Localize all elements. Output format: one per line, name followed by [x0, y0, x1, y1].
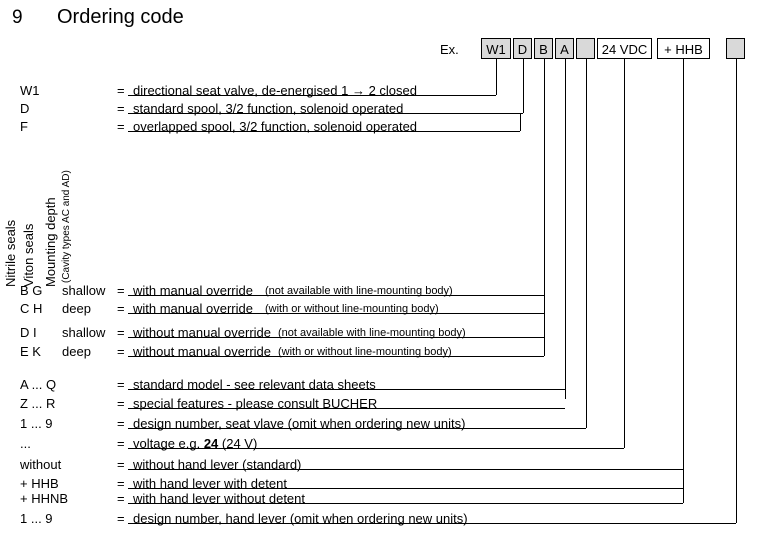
row-eq-hhb: = — [117, 476, 125, 491]
row-eq-f: = — [117, 119, 125, 134]
row-text-design-seat: design number, seat vlave (omit when ordering new units) — [133, 416, 466, 431]
row-text-hhnb: with hand lever without detent — [133, 491, 305, 506]
connector-vline-lever — [683, 59, 684, 503]
connector-vline-voltage — [624, 59, 625, 448]
row-eq-w1: = — [117, 83, 125, 98]
vertical-label-cavity-types: (Cavity types AC and AD) — [61, 170, 72, 283]
vertical-label-nitrile-seals: Nitrile seals — [3, 219, 18, 287]
row-note-bg: (not available with line-mounting body) — [265, 285, 453, 297]
row-text-f: overlapped spool, 3/2 function, solenoid operated — [133, 119, 418, 134]
connector-vline-spool — [523, 59, 524, 113]
row-key-aq: A ... Q — [20, 377, 57, 392]
connector-vline-seals — [544, 59, 545, 356]
row-eq-hhnb: = — [117, 491, 125, 506]
code-box-lever-design — [726, 38, 745, 59]
row-key-without: without — [20, 457, 62, 472]
row-eq-zr: = — [117, 396, 125, 411]
row-depth-bg: shallow — [62, 283, 106, 298]
row-eq-ek: = — [117, 344, 125, 359]
row-eq-aq: = — [117, 377, 125, 392]
row-eq-di: = — [117, 325, 125, 340]
connector-vline-f — [520, 113, 521, 131]
row-key-w1: W1 — [20, 83, 40, 98]
row-key-d: D — [20, 101, 30, 116]
connector-vline-model — [565, 59, 566, 399]
code-box-seal-override: B — [534, 38, 553, 59]
row-key-di: D I — [20, 325, 37, 340]
row-key-design-lever: 1 ... 9 — [20, 511, 53, 526]
row-text-di: without manual override — [133, 325, 272, 340]
row-key-zr: Z ... R — [20, 396, 56, 411]
row-depth-di: shallow — [62, 325, 106, 340]
row-text-d: standard spool, 3/2 function, solenoid operated — [133, 101, 404, 116]
row-note-di: (not available with line-mounting body) — [278, 327, 466, 339]
row-key-hhb: + HHB — [20, 476, 59, 491]
row-text-voltage — [133, 436, 257, 451]
row-eq-design-seat: = — [117, 416, 125, 431]
row-text-ek: without manual override — [133, 344, 272, 359]
vertical-label-mounting-depth: Mounting depth — [43, 197, 58, 287]
connector-vline-w1 — [496, 59, 497, 95]
row-note-ek: (with or without line-mounting body) — [278, 346, 452, 358]
row-eq-ch: = — [117, 301, 125, 316]
voltage-text-pre: voltage e.g. — [133, 436, 204, 451]
row-key-f: F — [20, 119, 28, 134]
row-text-ch: with manual override — [133, 301, 253, 316]
row-depth-ch: deep — [62, 301, 91, 316]
row-key-ek: E K — [20, 344, 41, 359]
row-note-ch: (with or without line-mounting body) — [265, 303, 439, 315]
row-key-voltage: ... — [20, 436, 31, 451]
code-box-design-number — [576, 38, 595, 59]
row-text-zr: special features - please consult BUCHER — [133, 396, 378, 411]
page-title: Ordering code — [57, 6, 184, 28]
row-key-hhnb: + HHNB — [20, 491, 69, 506]
row-text-w1: directional seat valve, de-energised 1 → 2 closed — [133, 83, 417, 98]
row-eq-voltage: = — [117, 436, 125, 451]
connector-vline-design — [586, 59, 587, 428]
example-label: Ex. — [440, 42, 459, 57]
code-box-voltage: 24 VDC — [597, 38, 652, 59]
row-key-design-seat: 1 ... 9 — [20, 416, 53, 431]
voltage-text-bold: 24 — [203, 436, 219, 451]
vertical-label-viton-seals: Viton seals — [21, 223, 36, 287]
code-box-valve-type: W1 — [481, 38, 511, 59]
row-eq-bg: = — [117, 283, 125, 298]
code-box-spool: D — [513, 38, 532, 59]
row-key-bg: B G — [20, 283, 43, 298]
row-text-aq: standard model - see relevant data sheets — [133, 377, 376, 392]
row-eq-without: = — [117, 457, 125, 472]
row-eq-d: = — [117, 101, 125, 116]
row-eq-design-lever: = — [117, 511, 125, 526]
code-box-hand-lever: + HHB — [657, 38, 710, 59]
row-text-design-lever: design number, hand lever (omit when ordering new units) — [133, 511, 468, 526]
voltage-text-post: (24 V) — [218, 436, 258, 451]
row-text-hhb: with hand lever with detent — [133, 476, 287, 491]
section-number: 9 — [12, 7, 23, 28]
connector-vline-lever-design — [736, 59, 737, 523]
row-text-without: without hand lever (standard) — [133, 457, 302, 472]
row-key-ch: C H — [20, 301, 43, 316]
row-text-bg: with manual override — [133, 283, 253, 298]
code-box-model: A — [555, 38, 574, 59]
row-depth-ek: deep — [62, 344, 91, 359]
